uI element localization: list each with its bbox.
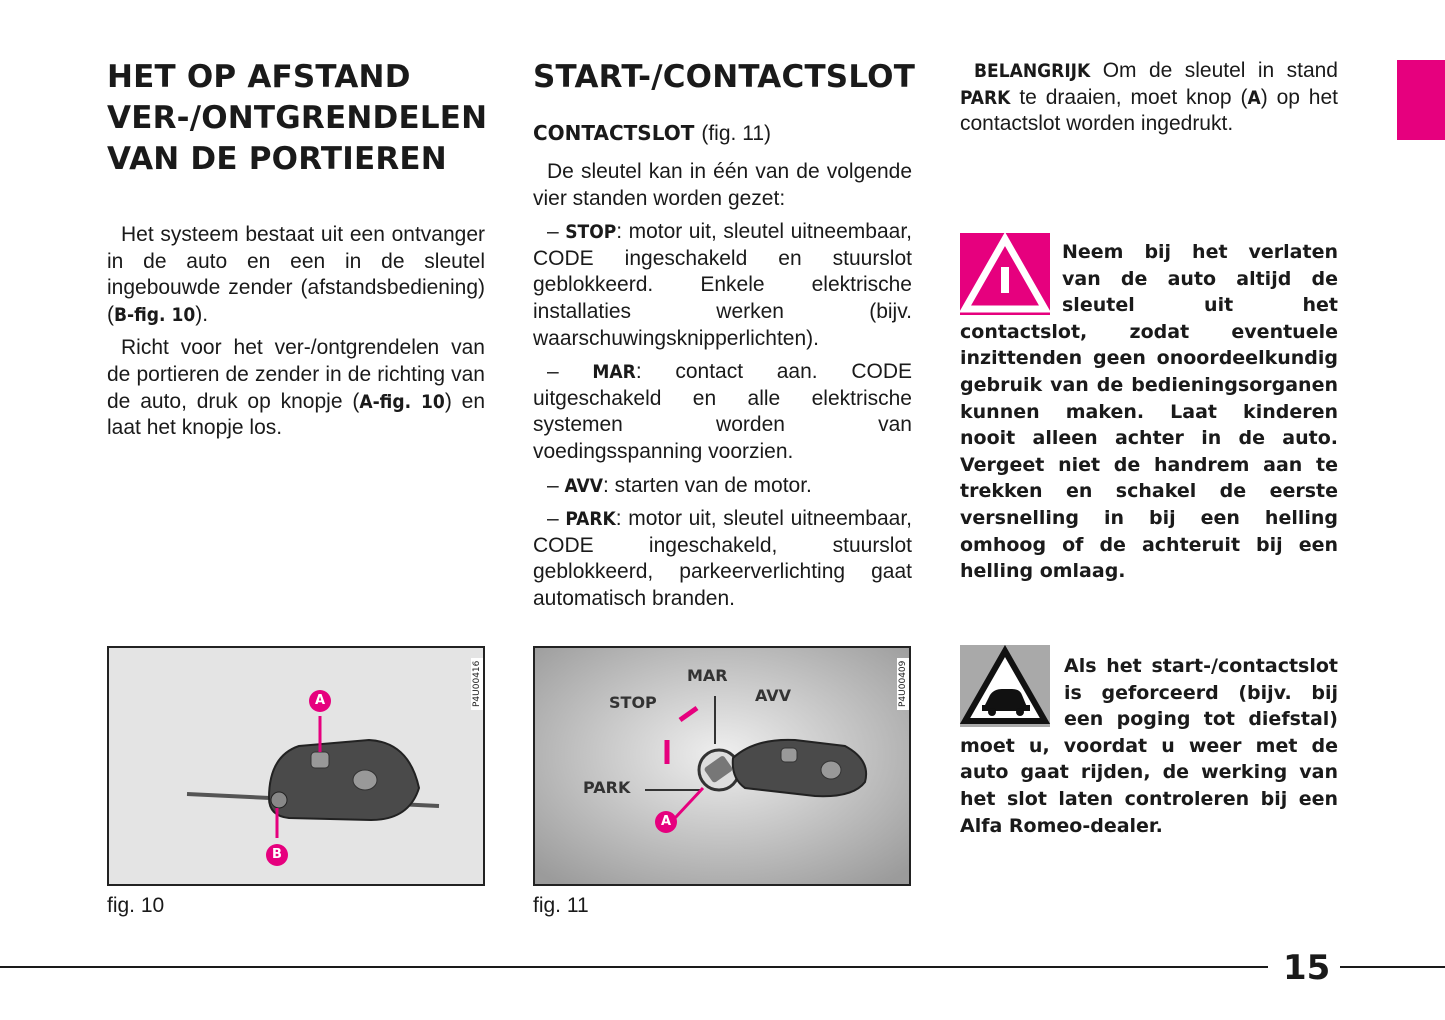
paragraph-important-note: BELANGRIJK Om de sleutel in stand PARK te draaien, moet knop (A) op het contactslot worden ingedrukt. <box>960 59 1339 136</box>
title-line: VER-/ONTGRENDELEN <box>107 100 488 136</box>
callout-b: B <box>266 844 288 866</box>
label-avv: AVV <box>755 686 792 705</box>
column-ignition-switch <box>533 57 916 620</box>
list-item-park: – PARK: motor uit, sleutel uitneembaar, CODE ingeschakeld, stuurslot geblokkeerd, parkeerverlichting gaat automatisch branden. <box>533 507 912 610</box>
title-line: HET OP AFSTAND <box>107 59 411 95</box>
section-tab-marker <box>1397 60 1445 140</box>
figure-10-caption: fig. 10 <box>107 894 165 917</box>
paragraph-key-positions-intro: De sleutel kan in één van de volgende vier standen worden gezet: <box>533 160 912 210</box>
column-remote-locking <box>107 57 488 449</box>
warning-triangle-icon <box>960 233 1050 315</box>
subsection-title-contactslot: CONTACTSLOT (fig. 11) <box>533 121 771 145</box>
footer-rule-left <box>0 966 1268 968</box>
warning-text-forced-lock: Als het start-/contactslot is geforceerd (bijv. bij een poging tot diefstal) moet u, voordat u weer met de auto gaat rijden, de werking van het slot laten controleren bij een Alfa Romeo-dealer. <box>960 655 1338 837</box>
footer-rule-right <box>1340 966 1445 968</box>
label-mar: MAR <box>687 666 728 685</box>
important-label: BELANGRIJK <box>974 60 1091 82</box>
figure-reference: (fig. 11) <box>701 122 771 145</box>
section-title-remote-locking <box>107 57 488 180</box>
paragraph-unlock-instructions: Richt voor het ver-/ontgrendelen van de portieren de zender in de richting van de auto, druk op knopje (A-fig. 10) en laat het knopje los. <box>107 336 486 440</box>
figure-reference: B-fig. 10 <box>114 303 196 326</box>
paragraph-system-description: Het systeem bestaat uit een ontvanger in de auto en een in de sleutel ingebouwde zender (afstandsbediening) (B-fig. 10). <box>107 223 485 326</box>
callout-a: A <box>309 690 331 712</box>
figure-code: P4U00416 <box>471 658 483 710</box>
list-item-stop: – STOP: motor uit, sleutel uitneembaar, CODE ingeschakeld en stuurslot geblokkeerd. Enkele elektrische installaties werken (bijv. waarschuwingsknipperlichten). <box>533 220 912 350</box>
title-line: VAN DE PORTIEREN <box>107 141 447 177</box>
figure-code: P4U00409 <box>897 658 909 710</box>
warning-block-leaving-car <box>960 233 1338 585</box>
section-title-ignition: START-/CONTACTSLOT <box>533 59 916 95</box>
list-item-avv: – AVV: starten van de motor. <box>547 473 812 497</box>
page-number: 15 <box>1283 948 1331 988</box>
column-warnings <box>960 58 1338 145</box>
figure-11-ignition <box>533 646 911 886</box>
figure-10-remote-key <box>107 646 485 886</box>
list-item-mar: – MAR: contact aan. CODE uitgeschakeld en alle elektrische systemen worden van voedingsspanning voorzien. <box>533 360 912 463</box>
figure-11-caption: fig. 11 <box>533 894 589 917</box>
callout-a: A <box>655 811 677 833</box>
figure-reference: A-fig. 10 <box>359 390 445 413</box>
car-warning-triangle-icon <box>960 645 1050 727</box>
warning-text-leaving-car: Neem bij het verlaten van de auto altijd de sleutel uit het contactslot, zodat eventuele inzittenden geen onoordeelkundig gebruik van de bedieningsorganen kunnen maken. Laat kinderen nooit alleen achter in de auto. Vergeet niet de handrem aan te trekken en schakel de eerste versnelling in bij een helling omhoog of de achteruit bij een helling omlaag. <box>960 241 1338 583</box>
remote-key-illustration <box>109 648 483 884</box>
warning-block-forced-lock <box>960 645 1338 839</box>
label-park: PARK <box>583 778 631 797</box>
label-stop: STOP <box>609 693 657 712</box>
